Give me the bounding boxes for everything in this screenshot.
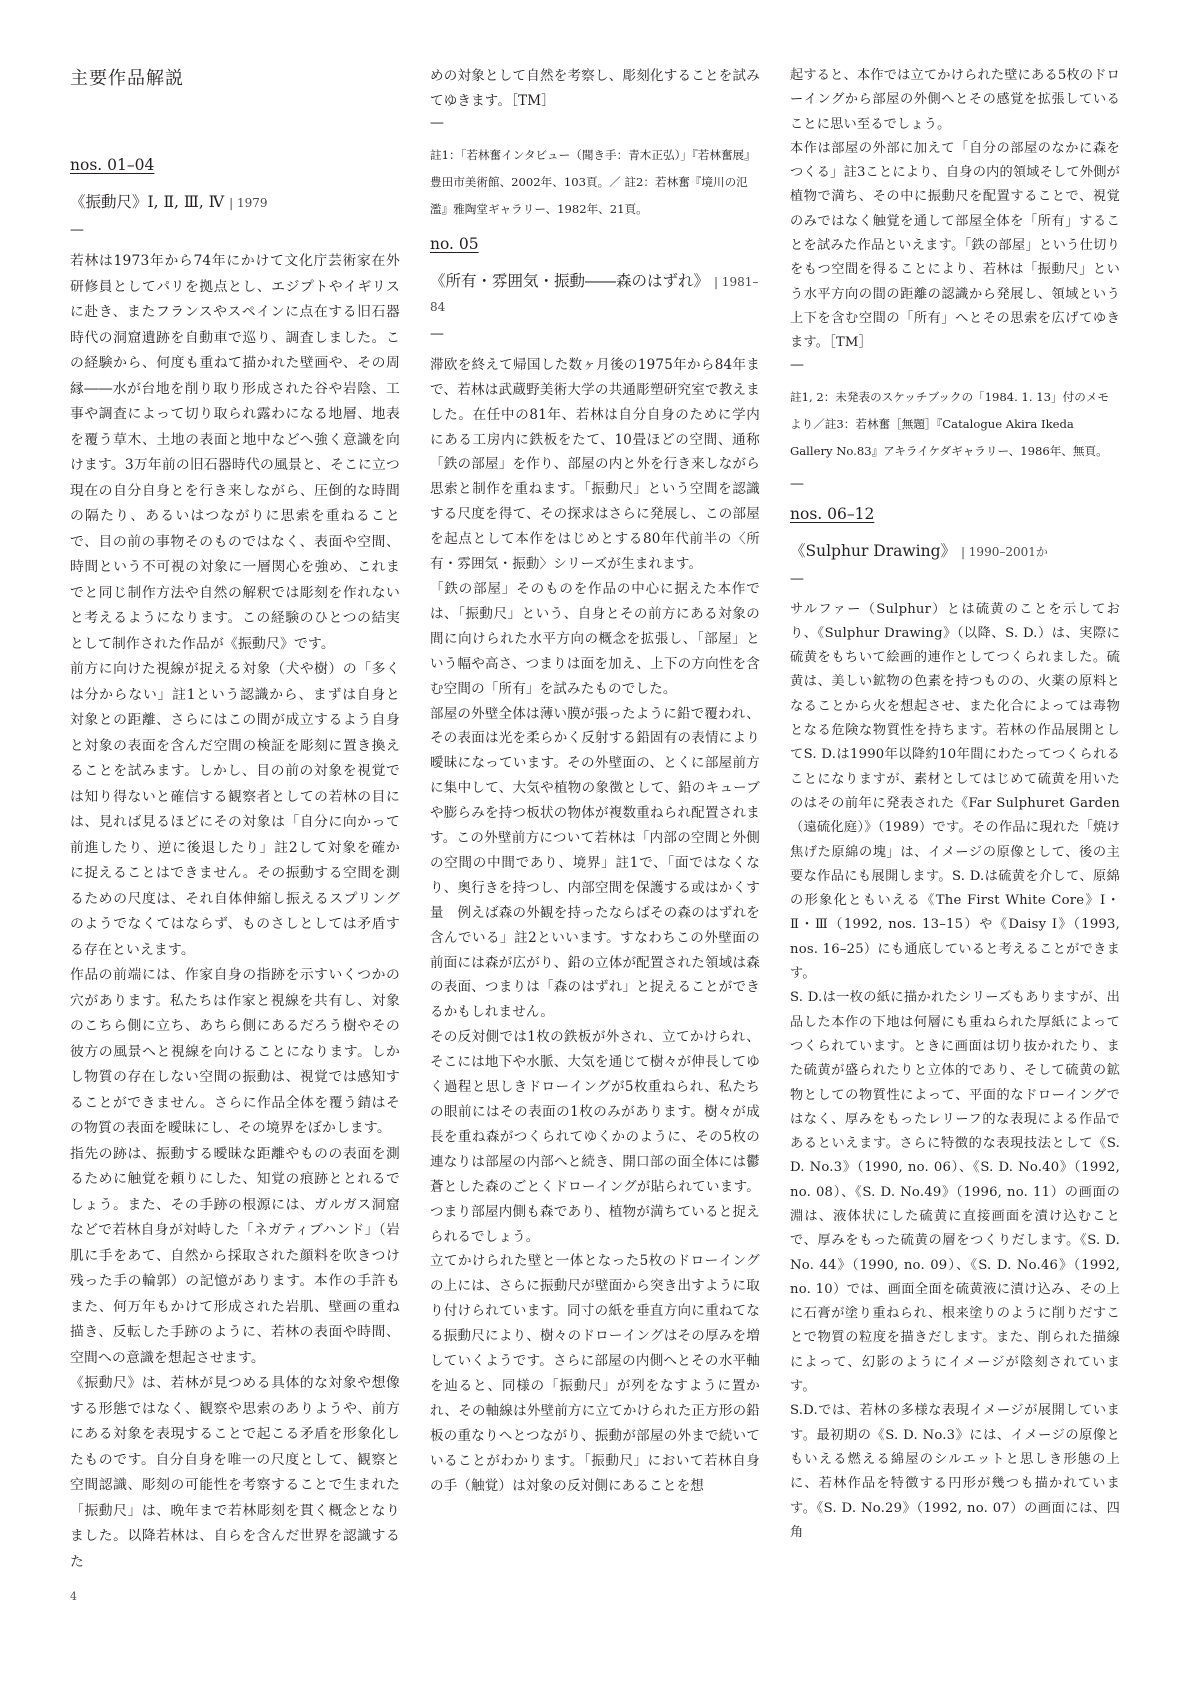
body-paragraph: 前方に向けた視線が捉える対象（犬や樹）の「多くは分からない」註1という認識から、まずは自身と対象との距離、さらにはこの間が成立するよう自身と対象の表面を含んだ空間の検証を彫刻に置き換えることを試みます。しかし、目の前の対象を視覚では知り得ないと確信する観察者としての若林の目には、見れば見るほどにその対象は「自分に向かって前進したり、逆に後退したり」註2して対象を確かに捉えることはできません。その振動する空間を測るための尺度は、それ自体伸縮し振えるスプリングのようでなくてはならず、ものさしとしては矛盾する存在といえます。 [70,661,400,958]
entry-title-text: 《振動尺》Ⅰ, Ⅱ, Ⅲ, Ⅳ [70,193,225,211]
entry-title [790,539,1120,564]
entry-number: no. 05 [430,234,479,253]
body-paragraph: その反対側では1枚の鉄板が外され、立てかけられ、そこには地下や水脈、大気を通じて樹々が伸長してゆく過程と思しきドローイングが5枚重ねられ、私たちの眼前にはその表面の1枚のみがあります。樹々が成長を重ね森がつくられてゆくかのように、その5枚の連なりは部屋の内部へと続き、開口部の面全体には鬱蒼とした森のごとくドローイングが貼られています。つまり部屋内側も森であり、植物が満ちていると捉えられるでしょう。 [430,1029,760,1245]
separator-dash: — [70,222,84,238]
entry-number: nos. 01–04 [70,156,155,174]
separator-dash: — [430,325,444,342]
body-paragraph: S.D.では、若林の多様な表現イメージが展開しています。最初期の《S. D. No.3》には、イメージの原像ともいえる燃える綿屋のシルエットと思しき形態の上に、若林作品を特徴する円形が幾つも描かれています。《S. D. No.29》（1992, no. 07）の画面には、四角 [790,1403,1120,1540]
entry-title-text: 《Sulphur Drawing》 [790,541,956,560]
entry-title [430,269,760,319]
body-paragraph: 《振動尺》は、若林が見つめる具体的な対象や想像する形態ではなく、観察や思索のありようや、前方にある対象を表現することで起こる矛盾を形象化したものです。自分自身を唯一の尺度として、観察と空間認識、彫刻の可能性を考察することで生まれた「振動尺」は、晩年まで若林彫刻を貫く概念となりました。以降若林は、自らを含んだ世界を認識するた [70,1375,400,1570]
column-right [790,64,1120,1545]
body-paragraph: 「鉄の部屋」そのものを作品の中心に据えた本作では、「振動尺」という、自身とその前方にある対象の間に向けられた水平方向の概念を拡張し、「部屋」という幅や高さ、つまりは面を加え、上下の方向性を含む空間の「所有」を試みたものでした。 [430,580,760,697]
separator-dash: — [790,475,804,492]
body-paragraph: 起すると、本作では立てかけられた壁にある5枚のドローイングから部屋の外側へとその感覚を拡張していることに思い至るでしょう。 [790,68,1120,132]
separator-dash: — [790,356,804,373]
body-paragraph: 滞欧を終えて帰国した数ヶ月後の1975年から84年まで、若林は武蔵野美術大学の共通彫塑研究室で教えました。在任中の81年、若林は自分自身のために学内にある工房内に鉄板をたて、10畳ほどの空間、通称「鉄の部屋」を作り、部屋の内と外を行き来しながら思索と制作を重ねます。「振動尺」という空間を認識する尺度を得て、その探求はさらに発展し、この部屋を起点として本作をはじめとする80年代前半の〈所有・雰囲気・振動〉シリーズが生まれます。 [430,356,760,573]
column-left [70,64,400,1575]
entry-title [70,190,400,215]
body-paragraph: サルファー（Sulphur）とは硫黄のことを示しており、《Sulphur Drawing》（以降、S. D.）は、実際に硫黄をもちいて絵画的連作としてつくられました。硫黄は、美しい鉱物の色素を持つものの、火薬の原料となることから火を想起させ、また化合によっては毒物となる危険な物質性を持ちます。若林の作品展開としてS. D.は1990年以降約10年間にわたってつくられることになりますが、素材としてはじめて硫黄を用いたのはその前年に発表された《Far Sulphuret Garden（遠硫化庭）》（1989）です。その作品に現れた「焼け焦げた原綿の塊」は、イメージの原像として、後の主要な作品にも展開します。S. D.は硫黄を介して、原綿の形象化ともいえる《The First White Core》Ⅰ・Ⅱ・Ⅲ（1992, nos. 13–15）や《Daisy Ⅰ》（1993, nos. 16–25）にも通底していると考えることができます。 [790,601,1120,982]
body-paragraph: めの対象として自然を考察し、彫刻化することを試みてゆきます。［TM］ [430,68,760,109]
body-paragraph: 部屋の外壁全体は薄い膜が張ったように鉛で覆われ、その表面は光を柔らかく反射する鉛固有の表情により曖昧になっています。その外壁面の、とくに部屋前方に集中して、大気や植物の象徴として、鉛のキューブや膨らみを持つ板状の物体が複数重ねられ配置されます。この外壁前方について若林は「内部の空間と外側の空間の中間であり、境界」註1で、「面ではなくなり、奥行きを持つし、内部空間を保護する或はかくす量 例えば森の外観を持ったならばその森のはずれを含んでいる」註2といいます。すなわちこの外壁面の前面には森が広がり、鉛の立体が配置された領域は森の表面、つまりは「森のはずれ」と捉えることができるかもしれません。 [430,705,760,1021]
separator-dash: — [790,570,804,587]
body-paragraph: 作品の前端には、作家自身の指跡を示すいくつかの穴があります。私たちは作家と視線を共有し、対象のこちら側に立ち、あちら側にあるだろう樹やその彼方の風景へと視線を向けることになります。しかし物質の存在しない空間の振動は、視覚では感知することができません。さらに作品全体を覆う錆はその物質の表面を曖昧にし、その境界をぼかします。 [70,967,400,1136]
entry-number: nos. 06–12 [790,504,875,523]
body-paragraph: 本作は部屋の外部に加えて「自分の部屋のなかに森をつくる」註3ことにより、自身の内的領域そして外側が植物で満ち、その中に振動尺を配置することで、視覚のみではなく触覚を通して部屋全体を「所有」することを試みた作品といえます。「鉄の部屋」という仕切りをもつ空間を得ることにより、若林は「振動尺」という水平方向の間の距離の認識から発展し、領域という上下を含む空間の「所有」へとその思索を広げてゆきます。［TM］ [790,140,1120,351]
footnotes: 註1：「若林奮インタビュー（聞き手：青木正弘）」『若林奮展』豊田市美術館、2002年、103頁。／ 註2：若林奮『境川の氾濫』雅陶堂ギャラリー、1982年、21頁。 [430,147,756,216]
page-title: 主要作品解説 [70,68,184,89]
entry-year: | 1979 [229,196,268,210]
entry-title-text: 《所有・雰囲気・振動――森のはずれ》 [430,271,710,290]
page-number: 4 [70,1590,77,1603]
body-paragraph: S. D.は一枚の紙に描かれたシリーズもありますが、出品した本作の下地は何層にも重ねられた厚紙によってつくられています。ときに画面は切り抜かれたり、また硫黄が盛られたりと立体的であり、そして硫黄の鉱物としての物質性によって、平面的なドローイングではなく、厚みをもったレリーフ的な表現による作品であるといえます。さらに特徴的な表現技法として《S. D. No.3》（1990, no. 06）、《S. D. No.40》（1992, no. 08）、《S. D. No.49》（1996, no. 11）の画面の淵は、液体状にした硫黄に直接画面を漬け込むことで、厚みをもった硫黄の層をつくりだします。《S. D. No. 44》（1990, no. 09）、《S. D. No.46》（1992, no. 10）では、画面全面を硫黄液に漬け込み、その上に石膏が塗り重ねられ、根来塗りのように削りだすことで物質の粒度を描きだします。また、削られた描線によって、幻影のようにイメージが陰刻されています。 [790,990,1120,1395]
body-paragraph: 指先の跡は、振動する曖昧な距離やものの表面を測るために触覚を頼りにした、知覚の痕跡ととれるでしょう。また、その手跡の根源には、ガルガス洞窟などで若林自身が対峙した「ネガティブハンド」（岩肌に手をあて、自然から採取された顔料を吹きつけ残った手の輪郭）の記憶があります。本作の手許もまた、何万年もかけて形成された岩肌、壁画の重ね描き、反転した手跡のように、若林の表面や時間、空間への意識を想起させます。 [70,1145,400,1366]
separator-dash: — [430,114,444,131]
entry-year: | 1990–2001か [960,544,1048,559]
footnotes: 註1, 2：未発表のスケッチブックの「1984. 1. 13」付のメモより／註3：若林奮［無題］『Catalogue Akira Ikeda Gallery No.83』アキライケダギャラリー、1986年、無頁。 [790,389,1109,458]
body-paragraph: 若林は1973年から74年にかけて文化庁芸術家在外研修員としてパリを拠点とし、エジプトやイギリスに赴き、またフランスやスペインに点在する旧石器時代の洞窟遺跡を自動車で巡り、調査しました。この経験から、何度も重ねて描かれた壁画や、その周縁――水が台地を削り取り形成された谷や岩陰、工事や調査によって切り取られ露わになる地層、地表を覆う草木、土地の表面と地中などへ強く意識を向けます。3万年前の旧石器時代の風景と、そこに立つ現在の自分自身とを行き来しながら、圧倒的な時間の隔たり、あるいはつながりに思索を重ねることで、目の前の事物そのものではなく、表面や空間、時間という不可視の対象に一層関心を強め、これまでと同じ制作方法や自然の解釈では彫刻を作れないと考えるようになります。この経験のひとつの結実として制作された作品が《振動尺》です。 [70,253,400,652]
column-middle [430,64,760,1499]
entry-year: | 1981–84 [430,274,759,314]
body-paragraph: 立てかけられた壁と一体となった5枚のドローイングの上には、さらに振動尺が壁面から突き出すように取り付けられています。同寸の紙を垂直方向に重ねてなる振動尺により、樹々のドローイングはその厚みを増していくようです。さらに部屋の内側へとその水平軸を辿ると、同様の「振動尺」が列をなすように置かれ、その軸線は外壁前方に立てかけられた正方形の鉛板の重なりへとつながり、振動が部屋の外まで続いていることがわかります。「振動尺」において若林自身の手（触覚）は対象の反対側にあることを想 [430,1253,760,1494]
